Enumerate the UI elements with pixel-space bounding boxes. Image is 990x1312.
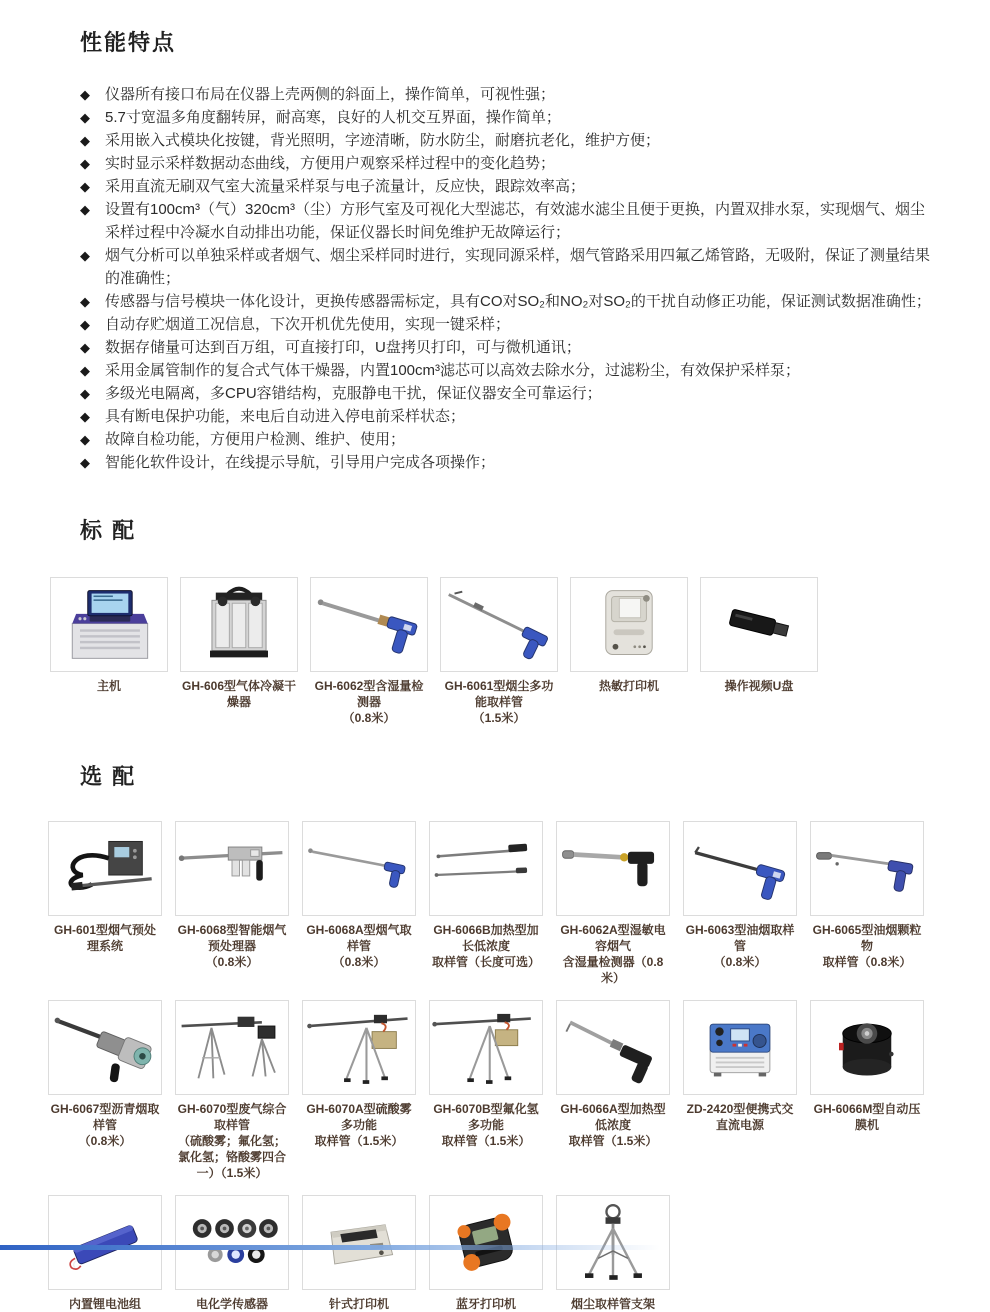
bluetooth-printer-image [430,1196,542,1289]
dust-sampling-probe-image [441,578,557,671]
product-thumb [810,821,924,916]
product-card-thermal-printer [570,577,688,726]
product-card-usb-drive [700,577,818,726]
product-caption [175,1101,289,1181]
product-card-extended-double-probe [429,821,543,986]
product-caption [329,1296,389,1312]
feature-text: 故障自检功能，方便用户检测、维护、使用； [105,431,406,448]
oil-fume-probe-image [684,822,796,915]
product-caption [456,1296,516,1312]
electrochemical-sensors-image [176,1196,288,1289]
diamond-bullet-icon: ◆ [80,202,90,217]
product-thumb [310,577,428,672]
product-thumb [175,1195,289,1290]
diamond-bullet-icon: ◆ [80,179,90,194]
film-press-image [811,1001,923,1094]
product-thumb [48,1000,162,1095]
product-caption [556,922,670,986]
product-name: GH-601型烟气预处理系统 [53,923,157,953]
sulfuric-mist-tripod-image [303,1001,415,1094]
product-spec: （0.8米） [342,711,396,725]
product-caption [429,922,543,970]
product-card-gas-condenser-dryer [180,577,298,726]
product-thumb [570,577,688,672]
product-spec: （0.8米） [713,955,767,969]
product-name: GH-6068型智能烟气预处理器 [177,923,287,953]
product-spec: 取样管（1.5米） [314,1134,404,1148]
product-thumb [302,1195,416,1290]
feature-item [80,405,932,428]
product-thumb [700,577,818,672]
product-spec: 取样管（1.5米） [568,1134,658,1148]
product-name: GH-6066M型自动压膜机 [813,1102,921,1132]
product-thumb [175,821,289,916]
product-spec: （1.5米） [472,711,526,725]
product-caption [302,1101,416,1149]
diamond-bullet-icon: ◆ [80,363,90,378]
product-name: GH-6063型油烟取样管 [685,923,795,953]
feature-item [80,83,932,106]
product-card-moisture-detector [310,577,428,726]
diamond-bullet-icon: ◆ [80,386,90,401]
product-caption [599,678,659,694]
thermal-printer-image [571,578,687,671]
product-name: 烟尘取样管支架 [570,1297,655,1311]
product-name: GH-6068A型烟气取样管 [306,923,412,953]
product-caption [302,922,416,970]
product-caption [48,1101,162,1149]
feature-text: 5.7寸宽温多角度翻转屏，耐高寒，良好的人机交互界面，操作简单； [105,109,561,126]
diamond-bullet-icon: ◆ [80,133,90,148]
product-caption [48,922,162,954]
product-spec: 取样管（1.5米） [441,1134,531,1148]
product-card-smart-pretreatment [175,821,289,986]
product-caption [725,678,794,694]
probe-tripod-image [557,1196,669,1289]
feature-text: 具有断电保护功能，来电后自动进入停电前采样状态； [105,408,466,425]
product-name: GH-6070A型硫酸雾多功能 [306,1102,412,1132]
feature-text: 仪器所有接口布局在仪器上壳两侧的斜面上，操作简单，可视性强； [105,86,556,103]
product-name: 主机 [96,679,121,693]
feature-text: 采用嵌入式模块化按键，背光照明，字迹清晰，防水防尘，耐磨抗老化，维护方便； [105,132,661,149]
optional-config-grid-row3 [48,1195,940,1312]
product-name: GH-606型气体冷凝干燥器 [181,679,297,709]
feature-item [80,244,932,290]
product-name: 操作视频U盘 [724,679,794,693]
product-card-waste-gas-composite-sampler [175,1000,289,1181]
product-name: 蓝牙打印机 [455,1297,516,1311]
feature-item [80,129,932,152]
product-thumb [810,1000,924,1095]
product-name: 针式打印机 [328,1297,389,1311]
product-thumb [440,577,558,672]
product-name: GH-6062型含湿量检测器 [314,679,424,709]
feature-text: 多级光电隔离，多CPU容错结构，克服静电干扰，保证仪器安全可靠运行； [105,385,602,402]
product-spec: （0.8米） [78,1134,132,1148]
gas-condenser-dryer-image [181,578,297,671]
feature-text: 采用金属管制作的复合式气体干燥器，内置100cm³滤芯可以高效去除水分，过滤粉尘，有效保护采样泵； [105,362,801,379]
feature-item [80,198,932,244]
feature-text: 实时显示采样数据动态曲线，方便用户观察采样过程中的变化趋势； [105,155,556,172]
product-name: 电化学传感器 [195,1297,268,1311]
product-name: GH-6066B加热型加长低浓度 [433,923,539,953]
product-card-main-unit [50,577,168,726]
feature-item [80,290,932,313]
product-name: GH-6070B型氟化氢多功能 [433,1102,539,1132]
diamond-bullet-icon: ◆ [80,340,90,355]
capacitive-moisture-gun-image [557,822,669,915]
features-title: 性能特点 [80,30,177,55]
product-spec: 取样管（0.8米） [822,955,912,969]
feature-text: 设置有100cm³（气）320cm³（尘）方形气室及可视化大型滤芯，有效滤水滤尘且便于更换，内置双排水泵，实现烟气、烟尘采样过程中冷凝水自动排出功能，保证仪器长时间免维护无故障运行； [105,201,926,241]
product-spec: （0.8米） [332,955,386,969]
product-card-film-press [810,1000,924,1181]
diamond-bullet-icon: ◆ [80,294,90,309]
product-card-gas-probe [302,821,416,986]
product-caption [810,922,924,970]
product-thumb [429,1000,543,1095]
product-name: 热敏打印机 [598,679,659,693]
product-card-sulfuric-mist-sampler [302,1000,416,1181]
product-card-asphalt-probe [48,1000,162,1181]
diamond-bullet-icon: ◆ [80,87,90,102]
diamond-bullet-icon: ◆ [80,110,90,125]
product-caption [683,1101,797,1133]
product-caption [310,678,428,726]
product-thumb [48,1195,162,1290]
feature-text: 自动存贮烟道工况信息，下次开机优先使用，实现一键采样； [105,316,511,333]
product-card-battery-pack [48,1195,162,1312]
product-thumb [429,821,543,916]
product-thumb [302,821,416,916]
features-section [0,0,990,474]
product-name: GH-6066A型加热型低浓度 [560,1102,666,1132]
extended-double-probe-image [430,822,542,915]
product-thumb [556,821,670,916]
product-caption [556,1101,670,1149]
feature-item [80,382,932,405]
product-card-capacitive-moisture-detector [556,821,670,986]
standard-config-title: 标 配 [80,518,137,543]
dot-matrix-printer-image [303,1196,415,1289]
diamond-bullet-icon: ◆ [80,248,90,263]
feature-item [80,313,932,336]
diamond-bullet-icon: ◆ [80,432,90,447]
diamond-bullet-icon: ◆ [80,455,90,470]
oil-particle-probe-image [811,822,923,915]
product-thumb [48,821,162,916]
optional-config-title: 选 配 [80,764,137,789]
product-spec: 含湿量检测器（0.8米） [562,955,664,985]
product-card-electrochemical-sensors [175,1195,289,1312]
feature-text: 传感器与信号模块一体化设计，更换传感器需标定，具有CO对SO₂和NO₂对SO₂的干扰自动修正功能，保证测试数据准确性； [105,293,931,310]
optional-config-grid-row2 [48,1000,940,1181]
product-card-portable-power [683,1000,797,1181]
usb-drive-image [701,578,817,671]
product-caption [69,1296,141,1312]
feature-item [80,106,932,129]
product-thumb [302,1000,416,1095]
gas-probe-image [303,822,415,915]
diamond-bullet-icon: ◆ [80,156,90,171]
product-card-bluetooth-printer [429,1195,543,1312]
product-card-dust-sampling-probe [440,577,558,726]
product-card-probe-tripod [556,1195,670,1312]
product-caption [175,922,289,970]
battery-pack-image [49,1196,161,1289]
product-card-flue-gas-pretreatment [48,821,162,986]
product-name: GH-6062A型湿敏电容烟气 [560,923,666,953]
feature-text: 智能化软件设计，在线提示导航，引导用户完成各项操作； [105,454,496,471]
feature-text: 采用直流无刷双气室大流量采样泵与电子流量计，反应快，跟踪效率高； [105,178,586,195]
feature-item [80,451,932,474]
product-name: GH-6070型废气综合取样管 [177,1102,287,1132]
product-name: GH-6061型烟尘多功能取样管 [444,679,554,709]
hf-tripod-image [430,1001,542,1094]
heated-low-probe-image [557,1001,669,1094]
product-caption [196,1296,268,1312]
product-caption [97,678,121,694]
standard-config-grid [50,577,840,726]
product-thumb [556,1195,670,1290]
product-name: ZD-2420型便携式交直流电源 [686,1102,794,1132]
feature-text: 烟气分析可以单独采样或者烟气、烟尘采样同时进行，实现同源采样，烟气管路采用四氟乙烯管路，无吸附，保证了测量结果的准确性； [105,247,931,287]
optional-config-grid-row1 [48,821,940,986]
product-card-heated-low-concentration-probe [556,1000,670,1181]
main-unit-image [51,578,167,671]
product-card-dot-matrix-printer [302,1195,416,1312]
portable-power-image [684,1001,796,1094]
product-card-oil-fume-probe [683,821,797,986]
product-caption [180,678,298,710]
waste-gas-tripod-image [176,1001,288,1094]
feature-item [80,428,932,451]
product-card-hf-sampler [429,1000,543,1181]
feature-item [80,152,932,175]
product-card-oil-particle-probe [810,821,924,986]
product-caption [440,678,558,726]
product-thumb [180,577,298,672]
moisture-detector-gun-image [311,578,427,671]
product-caption [683,922,797,970]
smart-pretreatment-image [176,822,288,915]
feature-item [80,336,932,359]
product-thumb [683,1000,797,1095]
product-thumb [683,821,797,916]
product-caption [810,1101,924,1133]
footer-accent-bar [0,1245,660,1250]
product-name: 内置锂电池组 [68,1297,141,1311]
product-name: GH-6067型沥青烟取样管 [50,1102,160,1132]
product-thumb [50,577,168,672]
product-thumb [175,1000,289,1095]
flue-gas-pretreatment-image [49,822,161,915]
feature-text: 数据存储量可达到百万组，可直接打印，U盘拷贝打印，可与微机通讯； [105,339,581,356]
product-name: GH-6065型油烟颗粒物 [812,923,922,953]
product-spec: （0.8米） [205,955,259,969]
product-caption [571,1296,655,1312]
product-thumb [429,1195,543,1290]
feature-item [80,359,932,382]
product-spec: （硫酸雾；氟化氢；氯化氢；铬酸雾四合一）（1.5米） [177,1134,286,1180]
feature-item [80,175,932,198]
diamond-bullet-icon: ◆ [80,317,90,332]
diamond-bullet-icon: ◆ [80,409,90,424]
product-caption [429,1101,543,1149]
asphalt-probe-image [49,1001,161,1094]
product-spec: 取样管（长度可选） [431,955,540,969]
product-thumb [556,1000,670,1095]
